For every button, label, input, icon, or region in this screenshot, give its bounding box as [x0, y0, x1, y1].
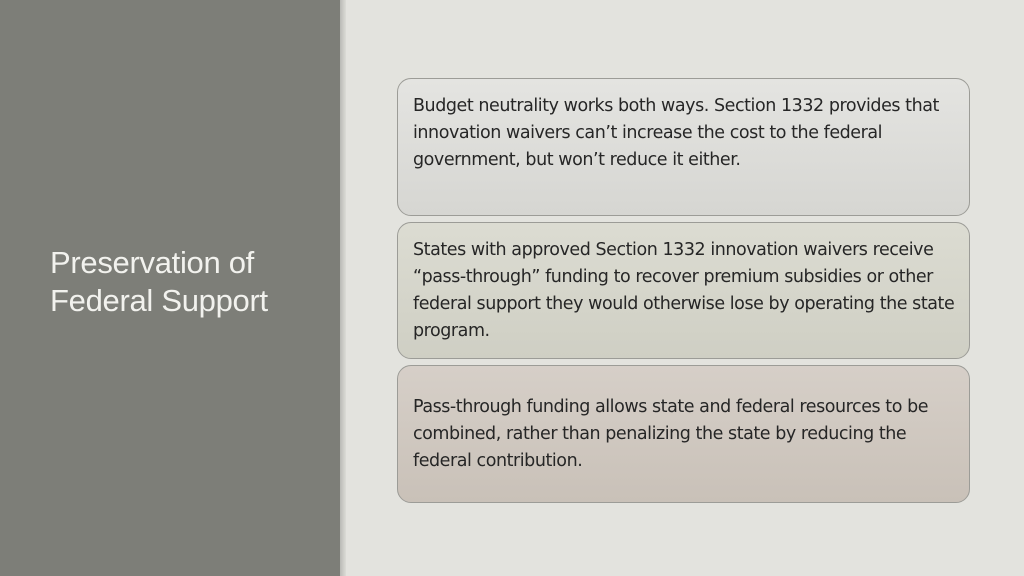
card-text: Budget neutrality works both ways. Section 1332 provides that innovation waivers can’t increase the cost to the federal government, but won’t reduce it either. [413, 96, 939, 170]
content-card-budget-neutrality [397, 78, 970, 216]
content-card-combined-resources [397, 365, 970, 503]
card-text: States with approved Section 1332 innovation waivers receive “pass-through” funding to recover premium subsidies or other federal support they would otherwise lose by operating the state program. [413, 240, 955, 341]
content-card-pass-through-funding [397, 222, 970, 359]
panel-divider [340, 0, 346, 576]
card-text: Pass-through funding allows state and federal resources to be combined, rather than penalizing the state by reducing the federal contribution. [413, 397, 929, 471]
slide-title: Preservation of Federal Support [50, 245, 268, 318]
